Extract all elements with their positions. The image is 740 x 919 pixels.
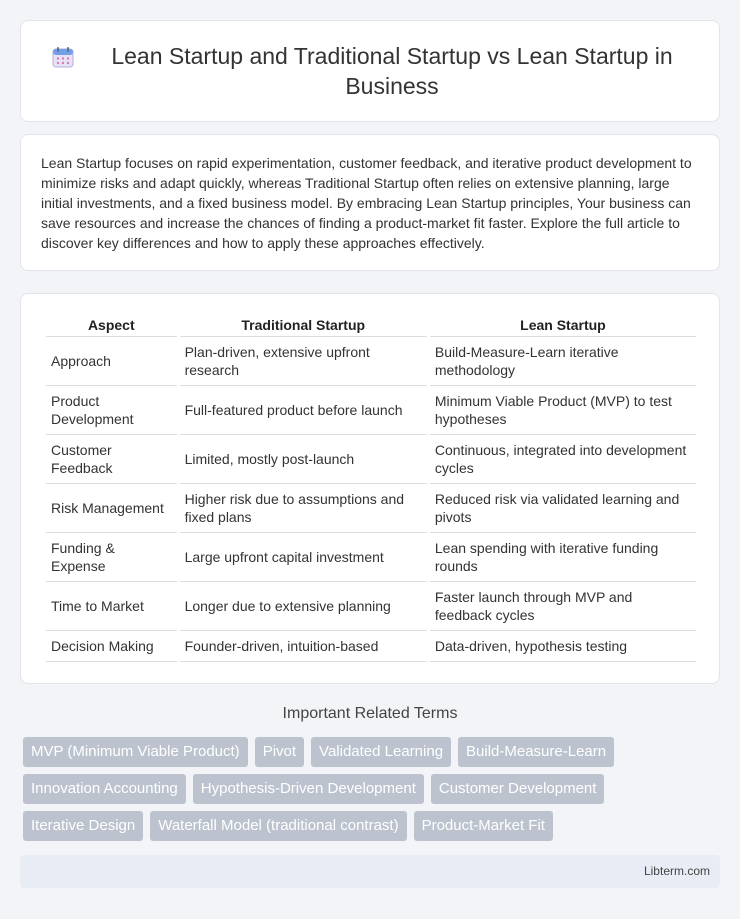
cell-lean: Minimum Viable Product (MVP) to test hypotheses	[430, 386, 696, 435]
cell-aspect: Time to Market	[46, 582, 177, 631]
table-row	[46, 631, 696, 662]
related-terms-heading: Important Related Terms	[282, 705, 458, 722]
cell-traditional: Large upfront capital investment	[180, 533, 427, 582]
title-card	[20, 20, 720, 122]
cell-traditional: Higher risk due to assumptions and fixed plans	[180, 484, 427, 533]
cell-aspect: Product Development	[46, 386, 177, 435]
related-term-tag[interactable]: Waterfall Model (traditional contrast)	[150, 811, 406, 841]
related-term-tag[interactable]: Hypothesis-Driven Development	[193, 774, 424, 804]
cell-lean: Faster launch through MVP and feedback cycles	[430, 582, 696, 631]
table-row	[46, 533, 696, 582]
table-row	[46, 386, 696, 435]
cell-lean: Continuous, integrated into development cycles	[430, 435, 696, 484]
footer-site-link[interactable]: Libterm.com	[643, 864, 710, 878]
table-row	[46, 435, 696, 484]
cell-traditional: Founder-driven, intuition-based	[180, 631, 427, 662]
comparison-table-card	[20, 293, 720, 684]
cell-traditional: Full-featured product before launch	[180, 386, 427, 435]
table-header-row	[46, 314, 696, 337]
related-term-tag[interactable]: MVP (Minimum Viable Product)	[23, 737, 248, 767]
cell-traditional: Limited, mostly post-launch	[180, 435, 427, 484]
calendar-icon	[51, 45, 75, 69]
cell-traditional: Longer due to extensive planning	[180, 582, 427, 631]
cell-lean: Data-driven, hypothesis testing	[430, 631, 696, 662]
cell-aspect: Risk Management	[46, 484, 177, 533]
table-row	[46, 337, 696, 386]
cell-lean: Lean spending with iterative funding rounds	[430, 533, 696, 582]
related-term-tag[interactable]: Customer Development	[431, 774, 605, 804]
comparison-table	[43, 314, 699, 662]
cell-aspect: Customer Feedback	[46, 435, 177, 484]
related-term-tag[interactable]: Build-Measure-Learn	[458, 737, 614, 767]
intro-card	[20, 134, 720, 271]
cell-traditional: Plan-driven, extensive upfront research	[180, 337, 427, 386]
cell-aspect: Decision Making	[46, 631, 177, 662]
page-title: Lean Startup and Traditional Startup vs Lean Startup in Business	[111, 43, 673, 99]
column-header-aspect: Aspect	[46, 314, 177, 337]
related-term-tag[interactable]: Pivot	[255, 737, 304, 767]
related-term-tag[interactable]: Iterative Design	[23, 811, 143, 841]
intro-paragraph: Lean Startup focuses on rapid experimentation, customer feedback, and iterative product development to minimize risks and adapt quickly, whereas Traditional Startup often relies on extensive planning, large initial investments, and a fixed business model. By embracing Lean Startup principles, Your business can save resources and increase the chances of finding a product-market fit faster. Explore the full article to discover key differences and how to apply these approaches effectively.	[41, 155, 692, 251]
cell-lean: Reduced risk via validated learning and pivots	[430, 484, 696, 533]
cell-aspect: Funding & Expense	[46, 533, 177, 582]
related-term-tag[interactable]: Innovation Accounting	[23, 774, 186, 804]
table-row	[46, 582, 696, 631]
cell-lean: Build-Measure-Learn iterative methodology	[430, 337, 696, 386]
table-row	[46, 484, 696, 533]
column-header-lean: Lean Startup	[430, 314, 696, 337]
related-term-tag[interactable]: Validated Learning	[311, 737, 451, 767]
column-header-traditional: Traditional Startup	[180, 314, 427, 337]
cell-aspect: Approach	[46, 337, 177, 386]
title-wrap	[51, 41, 689, 101]
related-terms-list	[23, 737, 723, 841]
related-term-tag[interactable]: Product-Market Fit	[414, 811, 553, 841]
footer	[20, 855, 720, 888]
